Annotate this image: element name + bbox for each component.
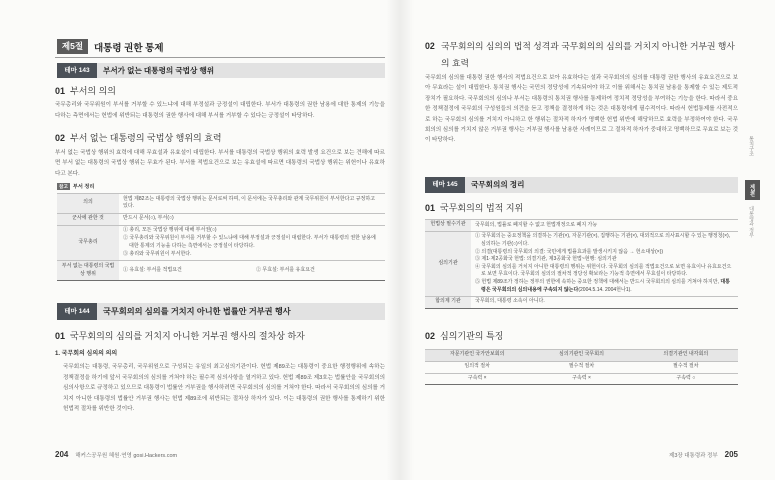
list-item <box>475 279 734 294</box>
heading-02-effect <box>55 131 385 145</box>
footer-chapter: 제3장 대통령과 정부 <box>669 453 718 459</box>
item-citation: (2004.5.14. 2004헌나1). <box>578 286 632 293</box>
table-cell: 구속력 ○ <box>634 373 738 385</box>
theme-title: 부서가 없는 대통령의 국법상 행위 <box>97 63 385 78</box>
item-text: ⑤ 헌법 제89조가 정하는 정부의 권한에 속하는 중요한 정책에 대해서는 반드시 국무회의의 심의를 거쳐야 하지만, <box>475 278 721 285</box>
table-row <box>57 193 385 213</box>
heading-01-procedural-defect <box>55 329 385 343</box>
heading-number: 02 <box>55 132 66 143</box>
heading-text: 국무회의의 심의의 법적 성격과 국무회의의 심의를 거치지 아니한 거부권 행사의 효력 <box>441 41 735 68</box>
column-header: 의결기관인 내각회의 <box>634 349 738 361</box>
cabinet-status-table <box>425 219 738 309</box>
theme-title: 국무회의의 심의를 거치지 아니한 법률안 거부권 행사 <box>97 303 385 320</box>
row-header: 의의 <box>57 193 119 213</box>
heading-number: 02 <box>425 41 435 51</box>
row-header: 군사에 관한 것 <box>57 213 119 225</box>
row-header: 부서 없는 대통령의 국법상 행위 <box>57 261 119 281</box>
table-cell: 필수적 절차 <box>529 361 633 373</box>
left-footer <box>55 450 177 459</box>
paragraph-cabinet-deliberation: 국무회의는 대통령, 국무총리, 국무위원으로 구성되는 유일의 최고심의기관이다. 헌법 제89조는 대통령이 중요한 행정행위에 속하는 정책결정을 하기에 앞서 국무회의의 심의를 거쳐야 하는 필수적 심의사항을 열거하고 있다. 헌법 제89조 제3호는 법률안을 국무회의의 심의사항으로 규정하고 있으므로 대통령이 법률안 거부권을 행사하려면 국무회의의 심의를 거쳐야 한다. 따라서 국무회의의 심의를 거치지 아니한 대통령의 법률안 거부권 행사는 헌법 제89조에 위반되는 절차상 하자가 있다. 이는 대통령의 권한 행사를 통제하기 위한 헌법적 절차를 위반한 것이다. <box>63 363 385 413</box>
theme-badge: 테마 143 <box>57 63 97 78</box>
book-gutter <box>386 0 414 480</box>
theme-145-banner <box>425 177 738 193</box>
row-header: 합의제 기관 <box>425 296 471 308</box>
table-row <box>57 213 385 225</box>
page-number: 205 <box>724 450 738 459</box>
left-page-content <box>55 36 385 448</box>
theme-badge: 테마 144 <box>57 303 97 320</box>
theme-title: 국무회의의 정리 <box>465 177 738 193</box>
list-item: ④ 국무회의 심의를 거치지 아니한 대통령의 행위는 위헌이다. 국무회의 심의를 적법요건으로 보면 유효이나 유효요건으로 보면 무효이다. 국무회의 심의의 절차적 정당성 확보라는 기능적 측면에서 무효설이 타당하다. <box>475 263 732 278</box>
table-cell <box>119 225 385 260</box>
list-item: ③ 총리와 국무위원이 부서한다. <box>123 250 192 257</box>
paragraph-effect: 부서 없는 국법상 행위의 효력에 대해 무효설과 유효설이 대립한다. 부서를 대통령의 국법상 행위의 효력 발생 요건으로 보는 견해에 따르면 부서 없는 대통령의 국법상 행위는 무효가 된다. 부서를 적법요건으로 보는 유효설에 따르면 대통령의 국법상 행위는 위헌이나 유효하다고 본다. <box>55 149 385 178</box>
theme-143-banner <box>57 63 385 78</box>
item-emphasis: 대통령은 국무회의의 심의내용에 구속되지 않는다 <box>481 278 730 293</box>
table-row <box>425 373 738 385</box>
heading-02-characteristics <box>425 329 738 343</box>
right-footer <box>560 450 738 459</box>
theme-badge: 테마 145 <box>425 177 465 193</box>
reference-title: 부서 정리 <box>72 184 95 191</box>
heading-text: 심의기관의 특징 <box>440 330 504 341</box>
heading-number: 01 <box>425 202 436 213</box>
table-row <box>57 225 385 260</box>
row-header: 국무총리 <box>57 225 119 260</box>
paragraph-legal-nature: 국무회의 심의를 대통령 권한 행사의 적법요건으로 보아 유효하다는 설과 국무회의의 심의를 대통령 권한 행사의 유효요건으로 보아 무효라는 설이 대립한다. 통치권 행사는 국민의 정당성에 기속되어야 하고 이를 위해서는 통치권 남용을 통제할 수 있는 제도적 장치가 필요하다. 국무회의의 심의나 부서는 대통령의 통치권 행사를 통제하여 정치적 정당성을 부여하는 기능을 한다. 따라서 중요한 정책결정에 국무회의 구성원들의 의견을 듣고 정책을 결정하게 하는 것은 대통령에게 필수적이다. 따라서 헌법통제를 사전적으로 하는 국무회의 심의를 거치지 아니하고 한 행위는 절차적 하자가 명백한 헌법 위반에 해당하므로 효력을 부정하여야 한다. 국무회의의 심의를 거치지 않은 거부권 행사는 거부권 행사를 남용한 사례이므로 그 절차적 하자가 중대하고 명백하므로 무효로 보는 것이 타당하다. <box>425 75 738 144</box>
section-title: 대통령 권한 통제 <box>94 42 164 54</box>
table-cell: 구속력 × <box>529 373 633 385</box>
right-page-content <box>425 36 738 448</box>
heading-text: 부서의 의의 <box>70 86 116 96</box>
footer-text: 해커스공무원 혜원·연영 gosi.Hackers.com <box>75 453 178 459</box>
side-tab-badge: 제3편 <box>745 180 760 200</box>
table-cell: 반드시 문서(○), 부서(○) <box>119 213 385 225</box>
paragraph-countersign-meaning: 국무총리와 국무위원이 부서를 거부할 수 있느냐에 대해 부정설과 긍정설이 대립한다. 부서가 대통령의 권한 남용에 대한 통제의 기능을 다하는 측면에서는 헌법에 위반되는 대통령의 권한 행사에 대해 부서를 거부할 수 있다는 긍정설이 타당하다. <box>55 102 385 119</box>
heading-number: 01 <box>55 86 66 96</box>
list-item: ① 국무회의는 중요정책을 의결하는 기관(×), 자문기관(×), 집행하는 기관(×), 대외적으로 의사표시할 수 있는 행정청(×), 심의하는 기관(○)이다. <box>475 233 731 248</box>
table-cell: 국무회의, 대통령 소속이 아니다. <box>471 296 738 308</box>
table-row <box>57 261 385 281</box>
heading-number: 02 <box>425 330 436 341</box>
reference-tag: 참고 <box>59 184 68 190</box>
page-number: 204 <box>55 450 69 459</box>
section-badge: 제5절 <box>57 39 88 54</box>
table-cell: 헌법 제82조는 대통령의 국법상 행위는 문서로써 하며, 이 문서에는 국무총리와 관계 국무위원이 부서한다고 규정하고 있다. <box>119 193 385 213</box>
table-header-row <box>425 349 738 361</box>
heading-01-countersign-meaning <box>55 84 385 98</box>
column-header: 심의기관인 국무회의 <box>529 349 633 361</box>
heading-01-legal-status <box>425 201 738 215</box>
section-header <box>55 38 385 55</box>
table-cell: 국무회의, 법률로 폐지할 수 없고 헌법개정으로 폐지 가능 <box>471 219 738 231</box>
heading-text: 부서 없는 대통령의 국법상 행위의 효력 <box>70 132 222 143</box>
table-row <box>425 361 738 373</box>
council-comparison-table <box>425 349 738 386</box>
row-header: 헌법상 필수기관 <box>425 219 471 231</box>
table-row <box>425 231 738 296</box>
table-cell: 임의적 절차 <box>425 361 529 373</box>
theme-144-banner <box>57 303 385 320</box>
table-cell: ② 무효설: 부서를 유효요건 <box>252 261 385 281</box>
reference-note <box>57 183 385 191</box>
list-item: ① 총리, 모든 국법상 행위에 대해 부서권(○) <box>123 227 217 234</box>
table-cell: ① 유효설: 부서를 적법요건 <box>119 261 252 281</box>
table-cell: 필수적 절차 <box>634 361 738 373</box>
row-header: 심의기관 <box>425 231 471 296</box>
subheading-cabinet-deliberation: 1. 국무회의 심의의 의의 <box>55 350 118 357</box>
table-cell: 구속력 × <box>425 373 529 385</box>
table-row <box>425 296 738 308</box>
side-tab-part-label: 통치구조 <box>748 136 754 156</box>
list-item: ② 국무총리와 국무위원이 부서를 거부할 수 있느냐에 대해 부정설과 긍정설이 대립한다. 부서가 대통령의 권한 남용에 대한 통제의 기능을 다하는 측면에서는 긍정설이 타당하다. <box>123 235 376 249</box>
list-item: ③ 제1·제2공화국 헌법: 의결기관, 제3공화국 헌법~현행: 심의기관 <box>475 256 617 263</box>
section-divider <box>55 57 385 58</box>
heading-02-legal-nature <box>425 38 738 72</box>
table-row <box>425 219 738 231</box>
heading-number: 01 <box>55 330 66 341</box>
table-cell <box>471 231 738 296</box>
heading-text: 국무회의의 심의를 거치지 아니한 거부권 행사의 절차상 하자 <box>70 330 305 341</box>
countersign-summary-table <box>57 193 385 281</box>
heading-text: 국무회의의 법적 지위 <box>440 202 524 213</box>
side-tab-chapter-label: 대통령과 정부 <box>748 206 754 238</box>
column-header: 자문기관인 국가안보회의 <box>425 349 529 361</box>
list-item: ② 의결(대통령의 국무회의 의결: 국민에게 법률효과를 발생시키지 않음 → 헌소대상(×)) <box>475 248 664 255</box>
